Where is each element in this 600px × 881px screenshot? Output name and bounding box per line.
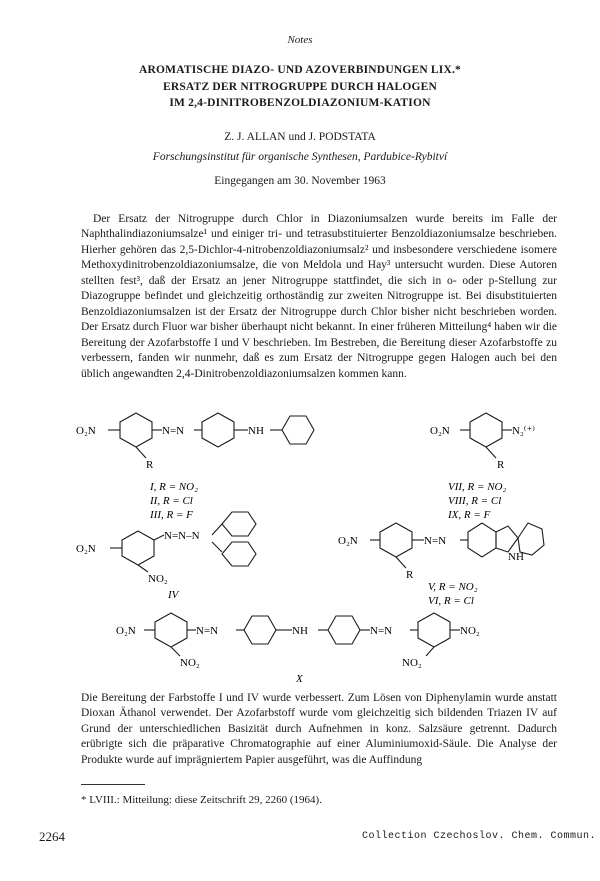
benzene-ring: [468, 523, 496, 557]
scheme-x-o2n: O₂N: [116, 625, 136, 637]
benzene-ring: [120, 413, 152, 447]
scheme-i-o2n: O₂N: [76, 425, 96, 437]
benzene-ring: [155, 613, 187, 647]
paragraph-methods-text: Die Bereitung der Farbstoffe I und IV wurde verbessert. Zum Lösen von Diphenylamin wurde anstatt Dioxan Äthanol verwendet. Der Azofarbstoff wurde vom gleichzeitig sich bildenden Triazen IV auf Grund der unterschiedlichen Basizität durch Aufnehmen in konz. Salzsäure getrennt. Dadurch erübrigte sich die präparative Chromatographie auf einer Aluminiumoxid-Säule. Die Analyse der Produkte wurde auf imprägniertem Papier ausgeführt, was die Auffindung: [81, 692, 557, 766]
paragraph-methods: [81, 691, 557, 768]
journal-name: Collection Czechoslov. Chem. Commun.: [362, 831, 597, 842]
compound-label: VI, R = Cl: [428, 595, 474, 607]
received-date: Eingegangen am 30. November 1963: [214, 175, 386, 187]
scheme-i-nh: NH: [248, 425, 264, 437]
affiliation: Forschungsinstitut für organische Synthesen, Pardubice-Rybitví: [152, 151, 448, 163]
scheme-x-azo-left: N=N: [196, 625, 219, 637]
title-line-2: ERSATZ DER NITROGRUPPE DURCH HALOGEN: [162, 81, 438, 93]
scheme-iv-triazene: N=N–N: [164, 530, 200, 542]
compound-label: VIII, R = Cl: [448, 495, 502, 507]
compound-label: V, R = NO₂: [428, 581, 478, 593]
scheme-v-o2n: O₂N: [338, 535, 358, 547]
compound-label: III, R = F: [150, 509, 193, 521]
paragraph-intro: [81, 212, 557, 382]
compound-label: I, R = NO₂: [150, 481, 198, 493]
pyrrole-ring: [496, 526, 518, 552]
benzene-ring: [418, 613, 450, 647]
scheme-v-azo: N=N: [424, 535, 447, 547]
scheme-x-no2-sub-left: NO₂: [180, 657, 200, 669]
scheme-vii-r: R: [497, 459, 505, 471]
scheme-v-r: R: [406, 569, 414, 581]
benzene-ring: [380, 523, 412, 557]
benzene-ring: [222, 542, 256, 566]
benzene-ring: [282, 416, 314, 444]
benzene-ring: [244, 616, 276, 644]
scheme-x-no2-right: NO₂: [460, 625, 480, 637]
benzene-ring: [328, 616, 360, 644]
benzene-ring: [202, 413, 234, 447]
page-number: 2264: [39, 829, 65, 844]
benzene-ring: [222, 512, 256, 536]
title-line-3: IM 2,4-DINITROBENZOLDIAZONIUM-KATION: [169, 97, 431, 109]
scheme-x-nh: NH: [292, 625, 308, 637]
chemical-structures-figure: [0, 392, 600, 684]
benzene-ring: [470, 413, 502, 447]
authors: Z. J. ALLAN und J. PODSTATA: [224, 131, 376, 143]
scheme-i-r: R: [146, 459, 154, 471]
compound-label: II, R = Cl: [150, 495, 193, 507]
title-line-1: AROMATISCHE DIAZO- UND AZOVERBINDUNGEN LIX.*: [139, 64, 461, 76]
scheme-vii-o2n: O₂N: [430, 425, 450, 437]
scheme-vii-n2: N₂⁽⁺⁾: [512, 425, 535, 437]
running-header: Notes: [287, 34, 313, 46]
benzene-ring: [122, 531, 154, 565]
compound-label: VII, R = NO₂: [448, 481, 507, 493]
paragraph-intro-text: Der Ersatz der Nitrogruppe durch Chlor in Diazoniumsalzen wurde bereits im Falle der Naphthalindiazoniumsalze¹ und einiger tri- und tetrasubstituierter Benzoldiazoniumsalze beschrieben. Hierher gehören das 2,5-Dichlor-4-nitrobenzoldiazoniumsalz² und insbesondere verschiedene isomere Methoxydinitrobenzoldiazoniumsalze, die von Meldola und Hay³ untersucht wurden. Diese Autoren stellten fest³, daß der Ersatz an jener Nitrogruppe stattfindet, die sich in o- oder p-Stellung zur Diazogruppe befindet und gleichzeitig orthoständig zur zweiten Nitrogruppe ist. Bei disubstituierten Benzoldiazoniumsalzen ist der Ersatz der Nitrogruppe durch Chlor bisher nicht beschrieben worden. Der Ersatz durch Fluor war bisher überhaupt nicht bekannt. In einer früheren Mitteilung⁴ haben wir die Bereitung der Azofarbstoffe I und V beschrieben. Im Bestreben, die Bereitung dieser Azofarbstoffe zu verbessern, fanden wir nunmehr, daß es zum Ersatz der Nitrogruppe gegen Halogen auch bei den üblich angewandten 2,4-Dinitrobenzoldiazoniumsalzen kommen kann.: [81, 213, 557, 380]
scheme-x-no2-sub-right: NO₂: [402, 657, 422, 669]
compound-label: IX, R = F: [448, 509, 491, 521]
scheme-v-nh: NH: [508, 551, 524, 563]
footnote: * LVIII.: Mitteilung: diese Zeitschrift 29, 2260 (1964).: [81, 794, 322, 806]
footnote-divider: [81, 784, 145, 785]
scheme-x-azo-right: N=N: [370, 625, 393, 637]
scheme-iv-no2: NO₂: [148, 573, 168, 585]
scheme-iv-o2n: O₂N: [76, 543, 96, 555]
compound-label: X: [296, 673, 303, 684]
compound-label: IV: [168, 589, 179, 601]
scheme-i-azo: N=N: [162, 425, 185, 437]
